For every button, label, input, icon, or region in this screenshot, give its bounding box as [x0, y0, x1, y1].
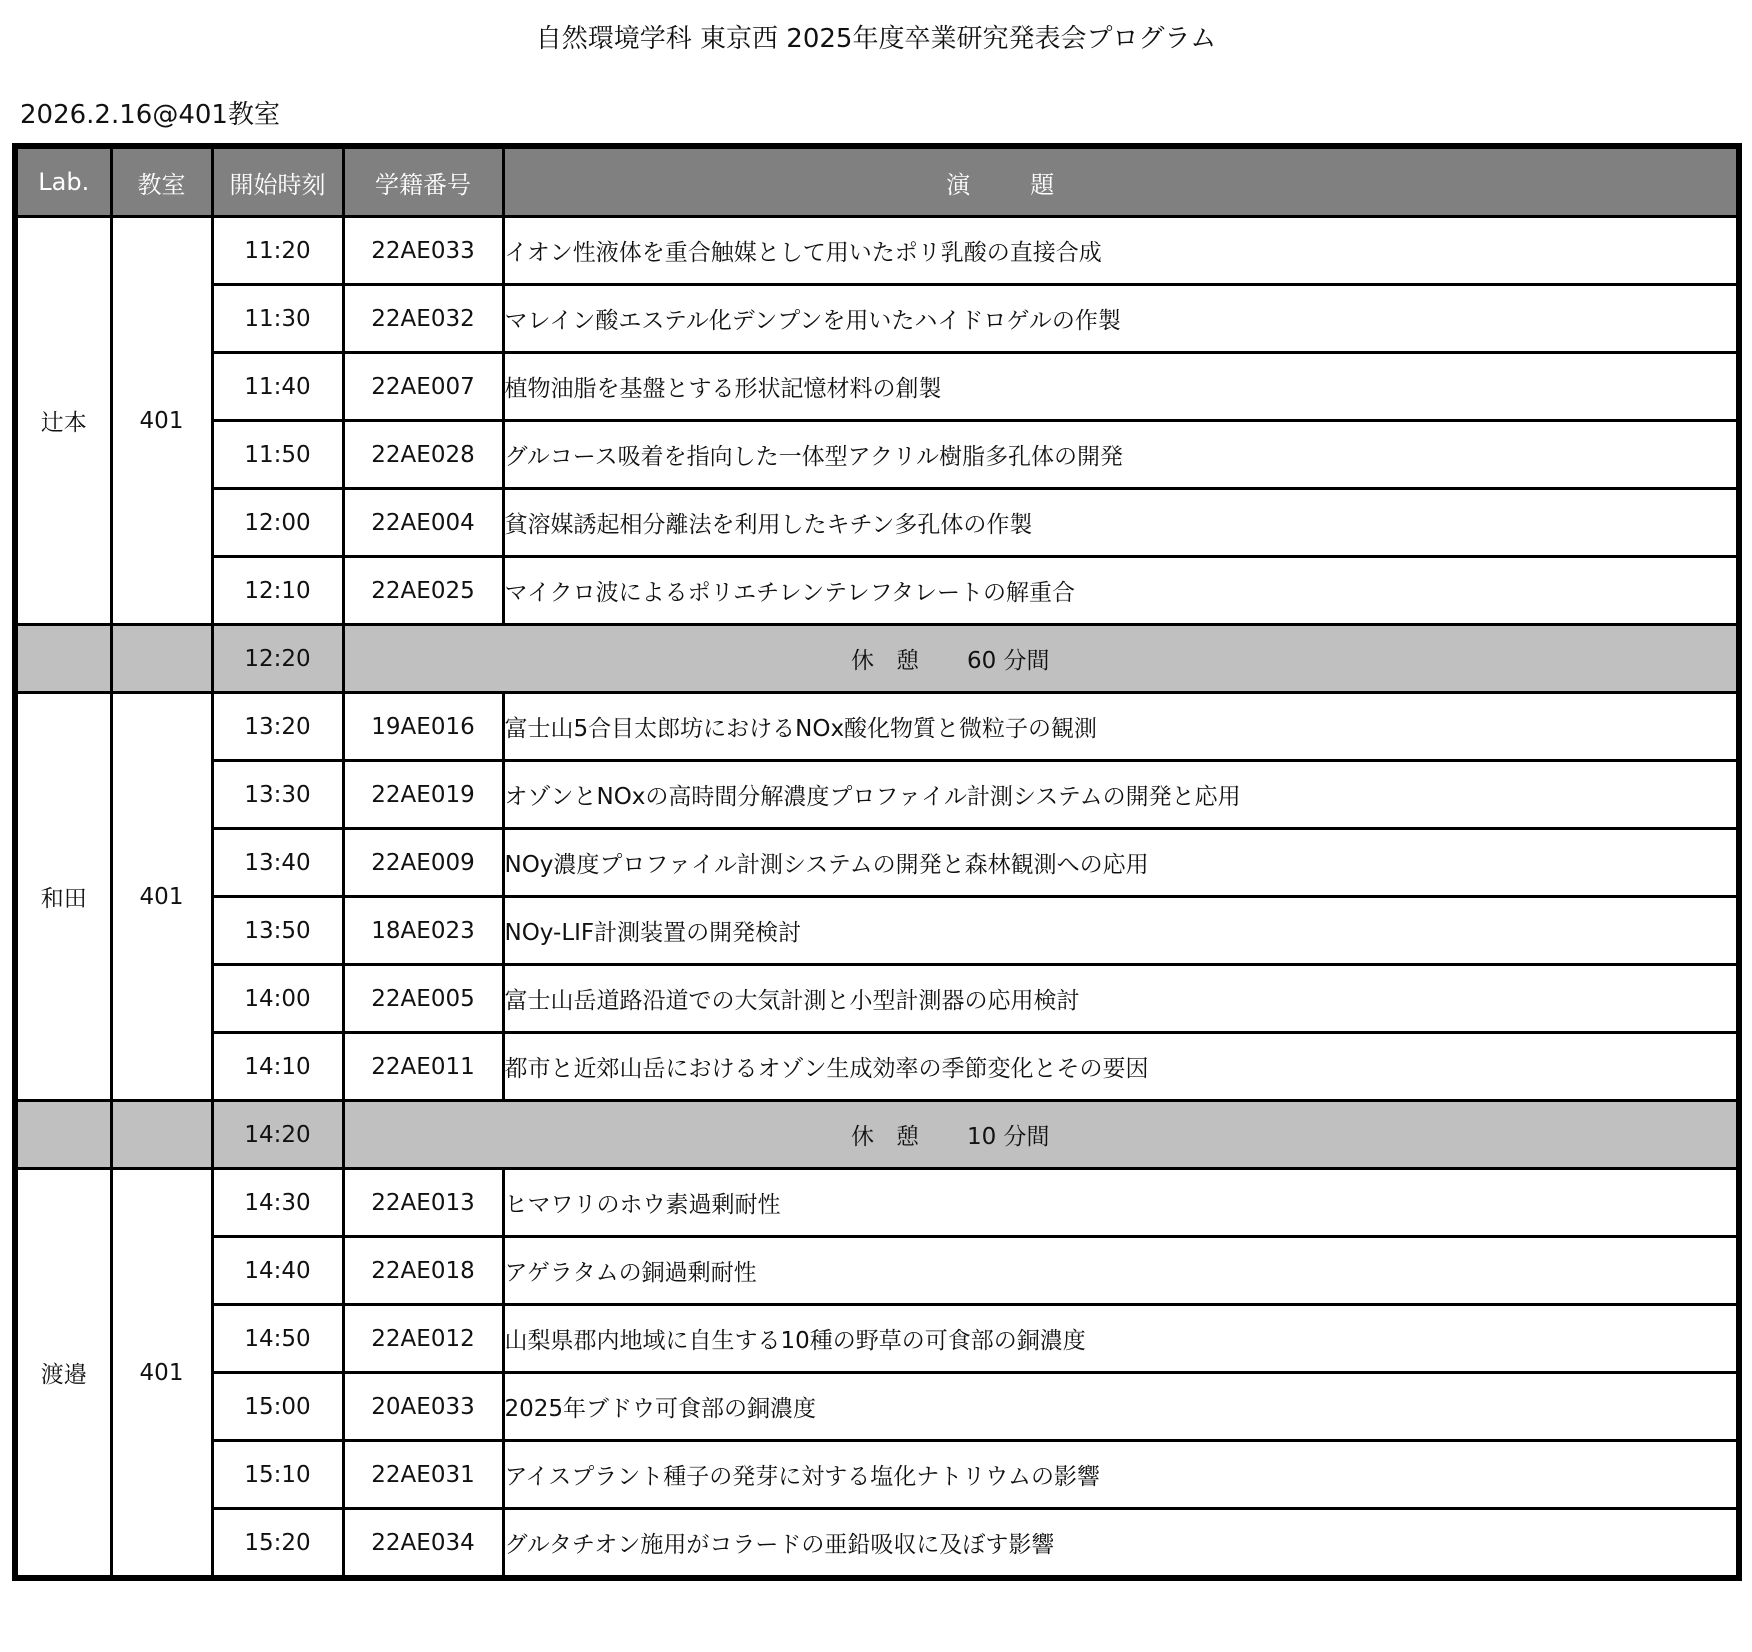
time-cell: 13:30: [212, 761, 343, 829]
student-id-cell: 22AE007: [343, 353, 503, 421]
break-label-part1: 休: [850, 648, 874, 674]
break-label-cell: [343, 1101, 1739, 1169]
room-cell: 401: [111, 693, 212, 1101]
break-label-cell: [343, 625, 1739, 693]
presentation-title-cell: 富士山岳道路沿道での大気計測と小型計測器の応用検討: [503, 965, 1739, 1033]
time-cell: 12:00: [212, 489, 343, 557]
presentation-title-cell: 都市と近郊山岳におけるオゾン生成効率の季節変化とその要因: [503, 1033, 1739, 1101]
break-row: [15, 1101, 1739, 1169]
lab-cell: 辻本: [15, 217, 111, 625]
time-cell: 15:10: [212, 1441, 343, 1509]
break-lab-cell: [15, 625, 111, 693]
break-label-part1: 休: [850, 1124, 874, 1150]
student-id-cell: 22AE019: [343, 761, 503, 829]
table-row: [15, 1237, 1739, 1305]
table-header-row: [15, 146, 1739, 217]
time-cell: 14:40: [212, 1237, 343, 1305]
time-cell: 14:10: [212, 1033, 343, 1101]
lab-cell: 渡邉: [15, 1169, 111, 1579]
table-row: [15, 1033, 1739, 1101]
column-header-student-id: 学籍番号: [343, 146, 503, 217]
break-time-cell: 12:20: [212, 625, 343, 693]
lab-cell: 和田: [15, 693, 111, 1101]
presentation-title-cell: 2025年ブドウ可食部の銅濃度: [503, 1373, 1739, 1441]
presentation-title-cell: 山梨県郡内地域に自生する10種の野草の可食部の銅濃度: [503, 1305, 1739, 1373]
break-room-cell: [111, 625, 212, 693]
program-table: [12, 143, 1742, 1581]
column-header-title-part1: 演: [946, 170, 971, 199]
presentation-title-cell: マレイン酸エステル化デンプンを用いたハイドロゲルの作製: [503, 285, 1739, 353]
time-cell: 12:10: [212, 557, 343, 625]
presentation-title-cell: 貧溶媒誘起相分離法を利用したキチン多孔体の作製: [503, 489, 1739, 557]
student-id-cell: 22AE009: [343, 829, 503, 897]
time-cell: 13:50: [212, 897, 343, 965]
presentation-title-cell: 植物油脂を基盤とする形状記憶材料の創製: [503, 353, 1739, 421]
column-header-title-part2: 題: [1030, 170, 1055, 199]
student-id-cell: 22AE005: [343, 965, 503, 1033]
time-cell: 11:20: [212, 217, 343, 285]
student-id-cell: 22AE028: [343, 421, 503, 489]
student-id-cell: 22AE018: [343, 1237, 503, 1305]
column-header-start-time: 開始時刻: [212, 146, 343, 217]
time-cell: 11:40: [212, 353, 343, 421]
presentation-title-cell: アイスプラント種子の発芽に対する塩化ナトリウムの影響: [503, 1441, 1739, 1509]
break-duration: 10 分間: [966, 1124, 1050, 1150]
student-id-cell: 19AE016: [343, 693, 503, 761]
presentation-title-cell: イオン性液体を重合触媒として用いたポリ乳酸の直接合成: [503, 217, 1739, 285]
table-row: [15, 285, 1739, 353]
column-header-lab: Lab.: [15, 146, 111, 217]
presentation-title-cell: オゾンとNOxの高時間分解濃度プロファイル計測システムの開発と応用: [503, 761, 1739, 829]
break-time-cell: 14:20: [212, 1101, 343, 1169]
table-row: [15, 897, 1739, 965]
time-cell: 11:50: [212, 421, 343, 489]
table-row: [15, 693, 1739, 761]
presentation-title-cell: ヒマワリのホウ素過剰耐性: [503, 1169, 1739, 1237]
table-row: [15, 761, 1739, 829]
presentation-title-cell: マイクロ波によるポリエチレンテレフタレートの解重合: [503, 557, 1739, 625]
table-row: [15, 1305, 1739, 1373]
presentation-title-cell: 富士山5合目太郎坊におけるNOx酸化物質と微粒子の観測: [503, 693, 1739, 761]
student-id-cell: 22AE025: [343, 557, 503, 625]
presentation-title-cell: グルコース吸着を指向した一体型アクリル樹脂多孔体の開発: [503, 421, 1739, 489]
student-id-cell: 22AE032: [343, 285, 503, 353]
break-room-cell: [111, 1101, 212, 1169]
student-id-cell: 22AE031: [343, 1441, 503, 1509]
time-cell: 13:40: [212, 829, 343, 897]
presentation-title-cell: グルタチオン施用がコラードの亜鉛吸収に及ぼす影響: [503, 1509, 1739, 1579]
presentation-title-cell: NOy-LIF計測装置の開発検討: [503, 897, 1739, 965]
page-title: 自然環境学科 東京西 2025年度卒業研究発表会プログラム: [535, 24, 1217, 54]
table-row: [15, 1441, 1739, 1509]
student-id-cell: 20AE033: [343, 1373, 503, 1441]
table-row: [15, 1373, 1739, 1441]
table-row: [15, 557, 1739, 625]
room-cell: 401: [111, 217, 212, 625]
table-row: [15, 1509, 1739, 1579]
table-row: [15, 421, 1739, 489]
time-cell: 15:20: [212, 1509, 343, 1579]
table-row: [15, 829, 1739, 897]
table-row: [15, 1169, 1739, 1237]
break-row: [15, 625, 1739, 693]
student-id-cell: 22AE013: [343, 1169, 503, 1237]
presentation-title-cell: NOy濃度プロファイル計測システムの開発と森林観測への応用: [503, 829, 1739, 897]
table-row: [15, 965, 1739, 1033]
time-cell: 14:30: [212, 1169, 343, 1237]
student-id-cell: 22AE033: [343, 217, 503, 285]
date-location: 2026.2.16@401教室: [20, 100, 280, 130]
student-id-cell: 18AE023: [343, 897, 503, 965]
table-row: [15, 217, 1739, 285]
break-lab-cell: [15, 1101, 111, 1169]
time-cell: 13:20: [212, 693, 343, 761]
break-label-part2: 憩: [895, 648, 919, 674]
time-cell: 11:30: [212, 285, 343, 353]
time-cell: 14:00: [212, 965, 343, 1033]
time-cell: 15:00: [212, 1373, 343, 1441]
room-cell: 401: [111, 1169, 212, 1579]
column-header-title: [503, 146, 1739, 217]
student-id-cell: 22AE034: [343, 1509, 503, 1579]
time-cell: 14:50: [212, 1305, 343, 1373]
student-id-cell: 22AE011: [343, 1033, 503, 1101]
table-row: [15, 353, 1739, 421]
student-id-cell: 22AE004: [343, 489, 503, 557]
student-id-cell: 22AE012: [343, 1305, 503, 1373]
column-header-room: 教室: [111, 146, 212, 217]
break-label-part2: 憩: [895, 1124, 919, 1150]
presentation-title-cell: アゲラタムの銅過剰耐性: [503, 1237, 1739, 1305]
break-duration: 60 分間: [966, 648, 1050, 674]
table-row: [15, 489, 1739, 557]
